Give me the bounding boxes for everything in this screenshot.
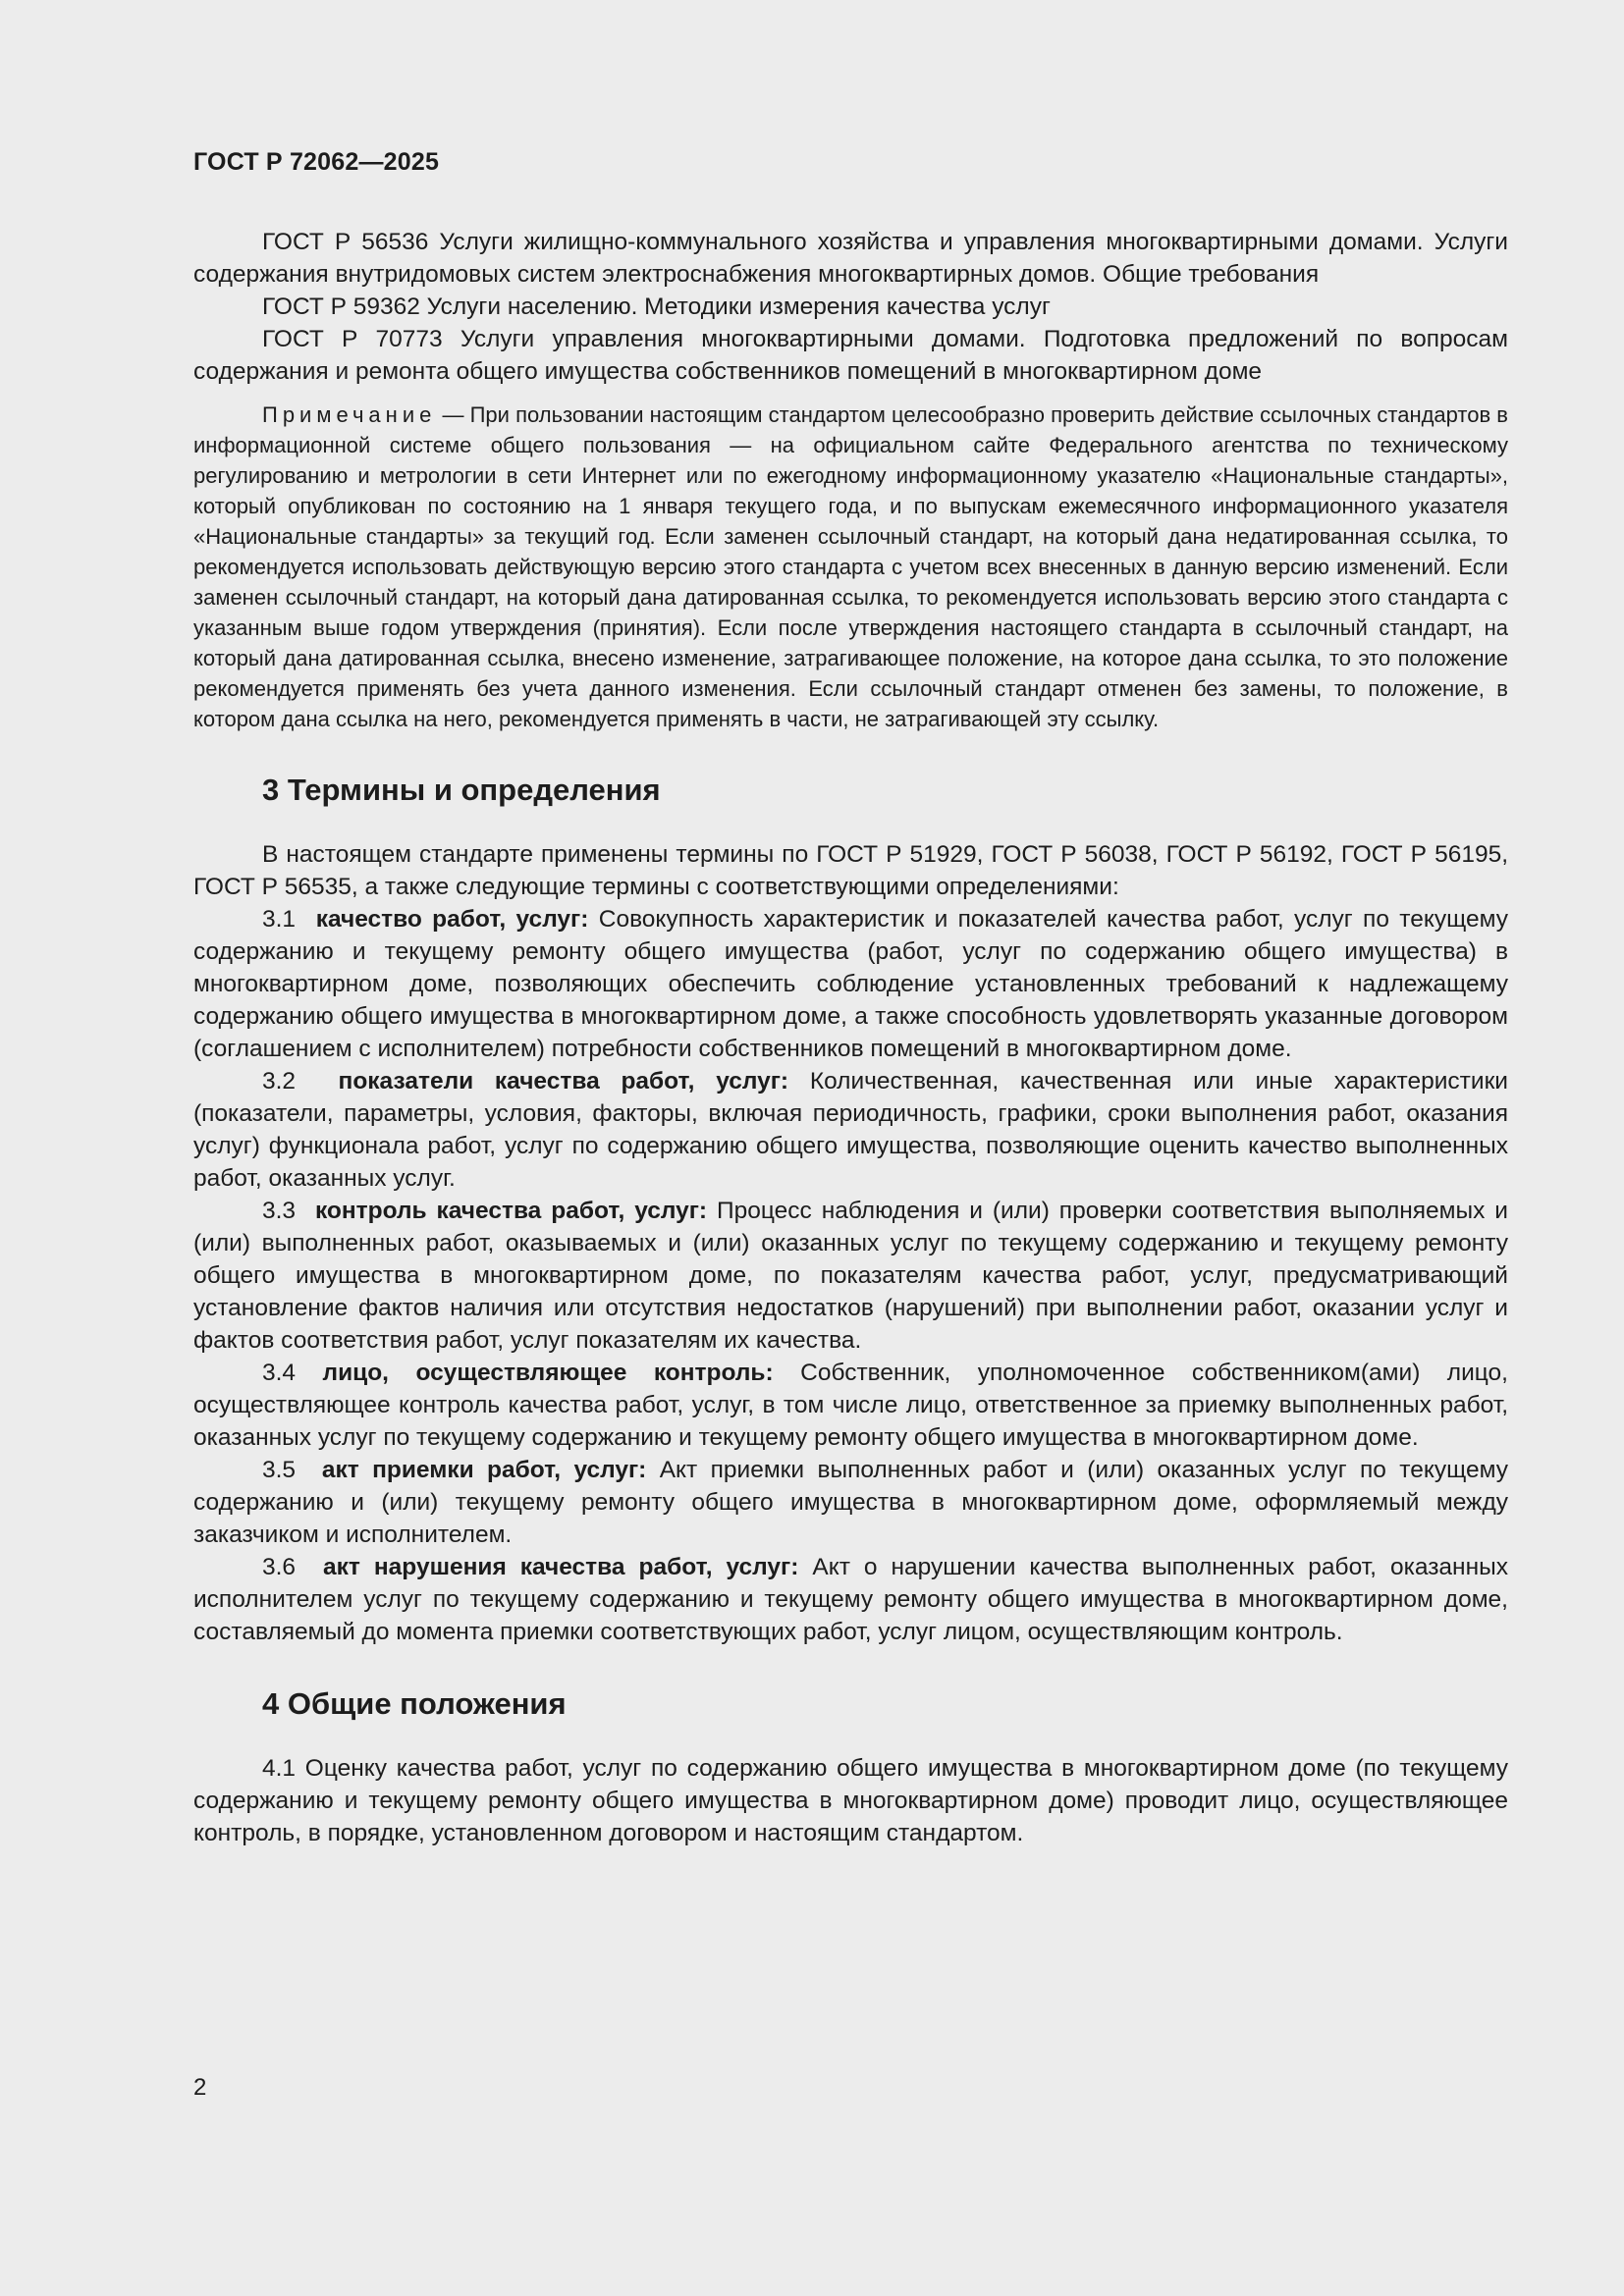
term-3-1 [193, 903, 1508, 1065]
term-definition: Акт приемки выполненных работ и (или) оказанных услуг по текущему содержанию и (или) текущему ремонту общего имущества в многоквартирном доме, оформляемый между заказчиком и исполнителем. [193, 1457, 1508, 1548]
term-number: 3.6 [262, 1554, 297, 1580]
term-number: 3.4 [262, 1360, 297, 1386]
term-number: 3.2 [262, 1068, 297, 1095]
term-name: качество работ, услуг: [315, 906, 589, 933]
term-name: показатели качества работ, услуг: [338, 1068, 789, 1095]
section-4-paragraph-1: 4.1 Оценку качества работ, услуг по содержанию общего имущества в многоквартирном доме (по текущему содержанию и текущему ремонту общего имущества в многоквартирном доме) проводит лицо, осуществляющее контроль, в порядке, установленном договором и настоящим стандартом. [193, 1755, 1508, 1846]
term-3-3 [193, 1195, 1508, 1357]
term-name: лицо, осуществляющее контроль: [322, 1360, 774, 1386]
note-text: — При пользовании настоящим стандартом целесообразно проверить действие ссылочных стандартов в информационной системе общего пользования — на официальном сайте Федерального агентства по техническому регулированию и метрологии в сети Интернет или по ежегодному информационному указателю «Национальные стандарты», который опубликован по состоянию на 1 января текущего года, и по выпускам ежемесячного информационного указателя «Национальные стандарты» за текущий год. Если заменен ссылочный стандарт, на который дана недатированная ссылка, то рекомендуется использовать действующую версию этого стандарта с учетом всех внесенных в данную версию изменений. Если заменен ссылочный стандарт, на который дана датированная ссылка, то рекомендуется использовать версию этого стандарта с указанным выше годом утверждения (принятия). Если после утверждения настоящего стандарта в ссылочный стандарт, на который дана датированная ссылка, внесено изменение, затрагивающее положение, на которое дана ссылка, то это положение рекомендуется применять без учета данного изменения. Если ссылочный стандарт отменен без замены, то положение, в котором дана ссылка на него, рекомендуется применять в части, не затрагивающей эту ссылку. [193, 402, 1508, 731]
term-number: 3.5 [262, 1457, 297, 1483]
reference-gost-59362: ГОСТ Р 59362 Услуги населению. Методики измерения качества услуг [262, 294, 1051, 320]
term-3-6 [193, 1551, 1508, 1648]
term-definition: Акт о нарушении качества выполненных работ, оказанных исполнителем услуг по текущему содержанию и текущему ремонту общего имущества в многоквартирном доме, составляемый до момента приемки соответствующих работ, услуг лицом, осуществляющим контроль. [193, 1554, 1508, 1645]
term-name: акт приемки работ, услуг: [321, 1457, 647, 1483]
term-name: акт нарушения качества работ, услуг: [323, 1554, 799, 1580]
term-3-2 [193, 1065, 1508, 1195]
section-3-intro: В настоящем стандарте применены термины по ГОСТ Р 51929, ГОСТ Р 56038, ГОСТ Р 56192, ГОСТ Р 56195, ГОСТ Р 56535, а также следующие термины с соответствующими определениями: [193, 841, 1508, 900]
term-3-4 [193, 1357, 1508, 1454]
document-header: ГОСТ Р 72062—2025 [193, 148, 440, 176]
term-definition: Количественная, качественная или иные характеристики (показатели, параметры, условия, факторы, включая периодичность, графики, сроки выполнения работ, оказания услуг) функционала работ, услуг по содержанию общего имущества, позволяющие оценить качество выполненных работ, оказанных услуг. [193, 1068, 1508, 1192]
page-number: 2 [193, 2074, 207, 2101]
term-definition: Совокупность характеристик и показателей качества работ, услуг по текущему содержанию и текущему ремонту общего имущества (работ, услуг по содержанию общего имущества) в многоквартирном доме, позволяющих обеспечить соблюдение установленных требований к надлежащему содержанию общего имущества в многоквартирном доме, а также способность удовлетворять указанные договором (соглашением с исполнителем) потребности собственников помещений в многоквартирном доме. [193, 906, 1508, 1062]
document-body [193, 226, 1508, 1849]
term-definition: Процесс наблюдения и (или) проверки соответствия выполняемых и (или) выполненных работ, оказываемых и (или) оказанных услуг по текущему содержанию и текущему ремонту общего имущества в многоквартирном доме, по показателям качества работ, услуг, предусматривающий установление фактов наличия или отсутствия недостатков (нарушений) при выполнении работ, оказании услуг и фактов соответствия работ, услуг показателям их качества. [193, 1198, 1508, 1354]
term-3-5 [193, 1454, 1508, 1551]
term-number: 3.3 [262, 1198, 297, 1224]
reference-gost-70773: ГОСТ Р 70773 Услуги управления многоквартирными домами. Подготовка предложений по вопросам содержания и ремонта общего имущества собственников помещений в многоквартирном доме [193, 326, 1508, 385]
reference-gost-56536: ГОСТ Р 56536 Услуги жилищно-коммунального хозяйства и управления многоквартирными домами. Услуги содержания внутридомовых систем электроснабжения многоквартирных домов. Общие требования [193, 229, 1508, 288]
term-definition: Собственник, уполномоченное собственником(ами) лицо, осуществляющее контроль качества работ, услуг, в том числе лицо, ответственное за приемку выполненных работ, оказанных услуг по текущему содержанию и текущему ремонту общего имущества в многоквартирном доме. [193, 1360, 1508, 1451]
note-label: Примечание [262, 402, 437, 427]
section-4-title: 4 Общие положения [262, 1686, 567, 1721]
note-paragraph [193, 400, 1508, 734]
term-name: контроль качества работ, услуг: [314, 1198, 708, 1224]
section-3-title: 3 Термины и определения [262, 773, 661, 807]
term-number: 3.1 [262, 906, 297, 933]
